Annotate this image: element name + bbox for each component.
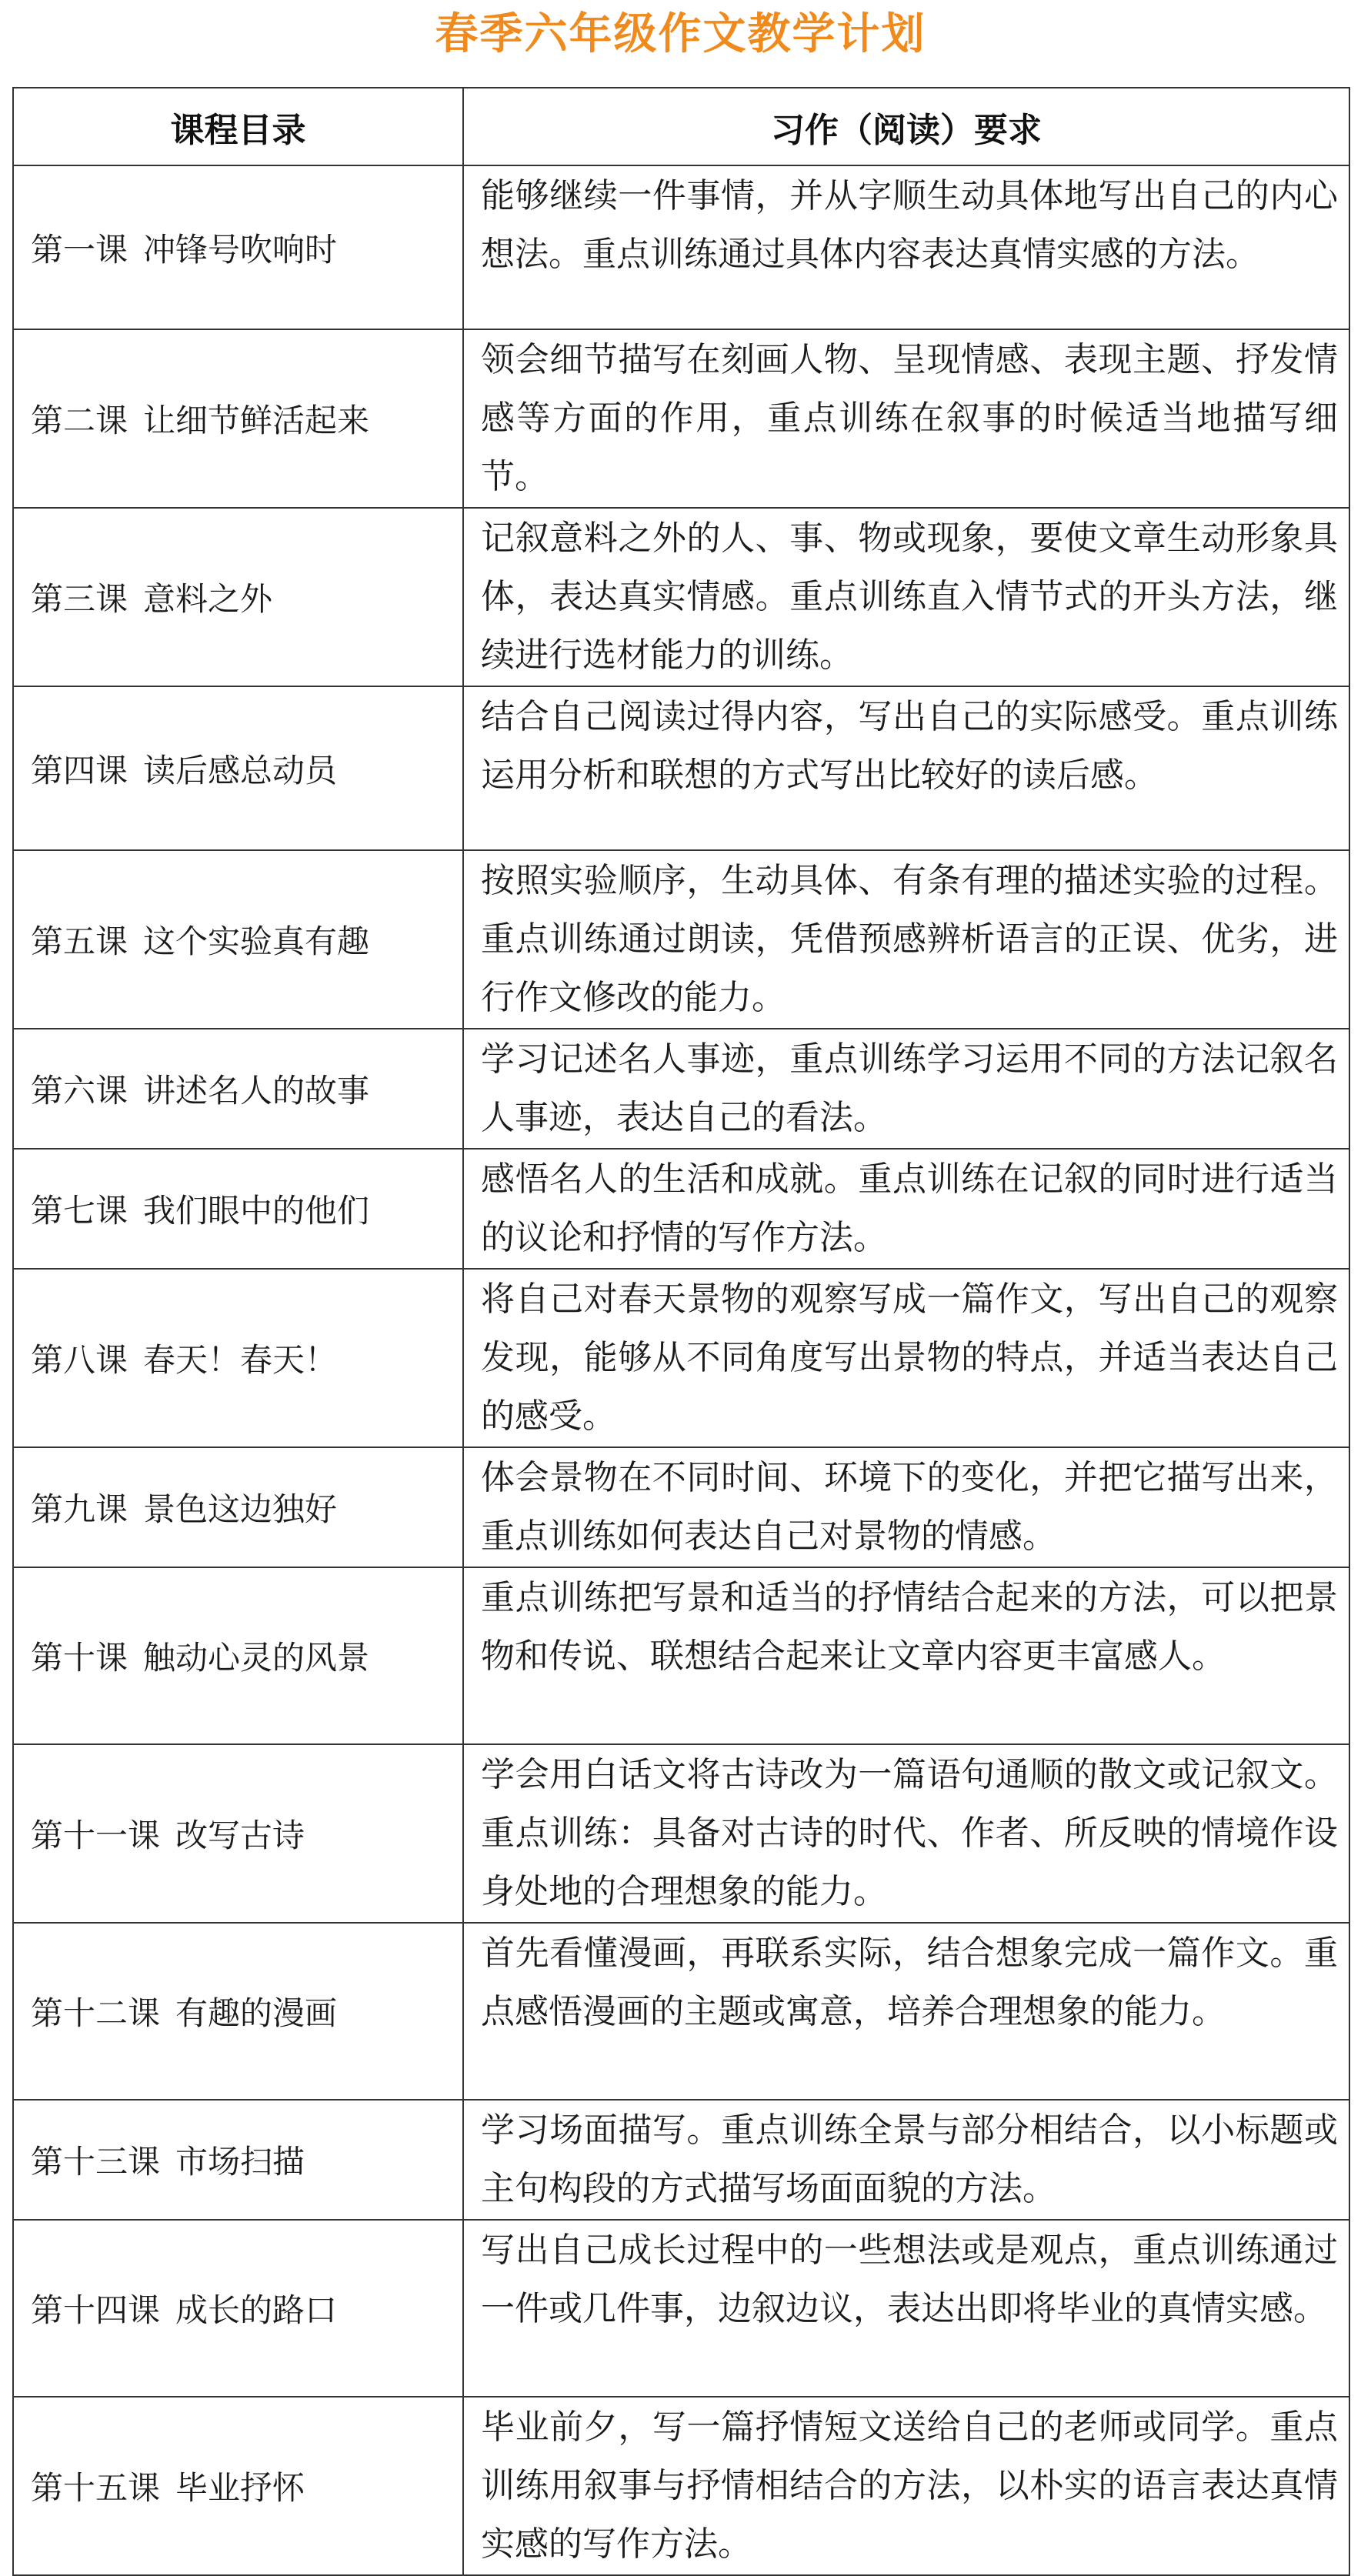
course-cell [13, 2100, 463, 2220]
course-cell [13, 1447, 463, 1567]
course-cell [13, 1269, 463, 1447]
requirement-cell: 体会景物在不同时间、环境下的变化，并把它描写出来，重点训练如何表达自己对景物的情感。 [463, 1447, 1349, 1567]
requirement-cell: 按照实验顺序，生动具体、有条有理的描述实验的过程。重点训练通过朗读，凭借预感辨析语言的正误、优劣，进行作文修改的能力。 [463, 850, 1349, 1029]
requirement-cell: 学习场面描写。重点训练全景与部分相结合，以小标题或主句构段的方式描写场面面貌的方法。 [463, 2100, 1349, 2220]
lesson-number: 第一课 [31, 230, 128, 269]
lesson-number: 第四课 [31, 751, 128, 789]
course-cell [13, 1744, 463, 1923]
requirement-cell: 记叙意料之外的人、事、物或现象，要使文章生动形象具体，表达真实情感。重点训练直入情节式的开头方法，继续进行选材能力的训练。 [463, 508, 1349, 686]
course-cell [13, 329, 463, 508]
requirement-cell: 结合自己阅读过得内容，写出自己的实际感受。重点训练运用分析和联想的方式写出比较好的读后感。 [463, 686, 1349, 850]
course-cell [13, 165, 463, 329]
lesson-topic: 景色这边独好 [143, 1490, 338, 1528]
requirement-cell: 重点训练把写景和适当的抒情结合起来的方法，可以把景物和传说、联想结合起来让文章内容更丰富感人。 [463, 1567, 1349, 1744]
lesson-plan-table [12, 87, 1350, 2576]
header-course: 课程目录 [13, 88, 463, 165]
table-row [13, 2100, 1349, 2220]
lesson-topic: 有趣的漫画 [175, 1994, 338, 2032]
lesson-number: 第十一课 [31, 1817, 161, 1854]
course-cell [13, 1923, 463, 2100]
lesson-topic: 读后感总动员 [143, 751, 338, 789]
lesson-number: 第五课 [31, 923, 128, 960]
lesson-topic: 触动心灵的风景 [143, 1639, 370, 1677]
lesson-number: 第九课 [31, 1490, 128, 1528]
table-row [13, 329, 1349, 508]
table-row [13, 1269, 1349, 1447]
course-cell [13, 850, 463, 1029]
table-row [13, 1567, 1349, 1744]
course-cell [13, 2220, 463, 2397]
lesson-number: 第十三课 [31, 2143, 161, 2181]
requirement-cell: 学习记述名人事迹，重点训练学习运用不同的方法记叙名人事迹，表达自己的看法。 [463, 1029, 1349, 1149]
requirement-cell: 能够继续一件事情，并从字顺生动具体地写出自己的内心想法。重点训练通过具体内容表达真情实感的方法。 [463, 165, 1349, 329]
lesson-topic: 让细节鲜活起来 [143, 402, 370, 439]
lesson-topic: 成长的路口 [175, 2291, 338, 2329]
page-title: 春季六年级作文教学计划 [435, 9, 926, 59]
requirement-cell: 将自己对春天景物的观察写成一篇作文，写出自己的观察发现，能够从不同角度写出景物的特点，并适当表达自己的感受。 [463, 1269, 1349, 1447]
table-row [13, 2220, 1349, 2397]
lesson-topic: 市场扫描 [175, 2143, 305, 2181]
course-cell [13, 686, 463, 850]
requirement-cell: 感悟名人的生活和成就。重点训练在记叙的同时进行适当的议论和抒情的写作方法。 [463, 1149, 1349, 1269]
lesson-topic: 改写古诗 [175, 1817, 305, 1854]
requirement-cell: 写出自己成长过程中的一些想法或是观点，重点训练通过一件或几件事，边叙边议，表达出即将毕业的真情实感。 [463, 2220, 1349, 2397]
table-row [13, 686, 1349, 850]
lesson-number: 第二课 [31, 402, 128, 439]
course-cell [13, 1567, 463, 1744]
table-row [13, 1744, 1349, 1923]
lesson-topic: 这个实验真有趣 [143, 923, 370, 960]
requirement-cell: 首先看懂漫画，再联系实际，结合想象完成一篇作文。重点感悟漫画的主题或寓意，培养合理想象的能力。 [463, 1923, 1349, 2100]
table-row [13, 2397, 1349, 2575]
table-row [13, 1149, 1349, 1269]
lesson-number: 第七课 [31, 1192, 128, 1230]
lesson-topic: 意料之外 [143, 580, 273, 618]
table-row [13, 1029, 1349, 1149]
requirement-cell: 学会用白话文将古诗改为一篇语句通顺的散文或记叙文。重点训练：具备对古诗的时代、作者、所反映的情境作设身处地的合理想象的能力。 [463, 1744, 1349, 1923]
lesson-number: 第十四课 [31, 2291, 161, 2329]
course-cell [13, 1029, 463, 1149]
lesson-number: 第八课 [31, 1341, 128, 1379]
table-header-row [13, 88, 1349, 165]
lesson-topic: 冲锋号吹响时 [143, 230, 338, 269]
table-row [13, 1447, 1349, 1567]
table-row [13, 508, 1349, 686]
lesson-number: 第十二课 [31, 1994, 161, 2032]
lesson-number: 第六课 [31, 1072, 128, 1109]
lesson-topic: 春天！春天！ [143, 1341, 338, 1379]
table-row [13, 1923, 1349, 2100]
lesson-topic: 我们眼中的他们 [143, 1192, 370, 1230]
table-row [13, 165, 1349, 329]
requirement-cell: 毕业前夕，写一篇抒情短文送给自己的老师或同学。重点训练用叙事与抒情相结合的方法，以朴实的语言表达真情实感的写作方法。 [463, 2397, 1349, 2575]
lesson-topic: 讲述名人的故事 [143, 1072, 370, 1109]
requirement-cell: 领会细节描写在刻画人物、呈现情感、表现主题、抒发情感等方面的作用，重点训练在叙事的时候适当地描写细节。 [463, 329, 1349, 508]
course-cell [13, 2397, 463, 2575]
course-cell [13, 508, 463, 686]
lesson-topic: 毕业抒怀 [175, 2469, 305, 2507]
lesson-number: 第十五课 [31, 2469, 161, 2507]
lesson-number: 第三课 [31, 580, 128, 618]
table-row [13, 850, 1349, 1029]
lesson-number: 第十课 [31, 1639, 128, 1677]
header-requirement: 习作（阅读）要求 [463, 88, 1349, 165]
course-cell [13, 1149, 463, 1269]
